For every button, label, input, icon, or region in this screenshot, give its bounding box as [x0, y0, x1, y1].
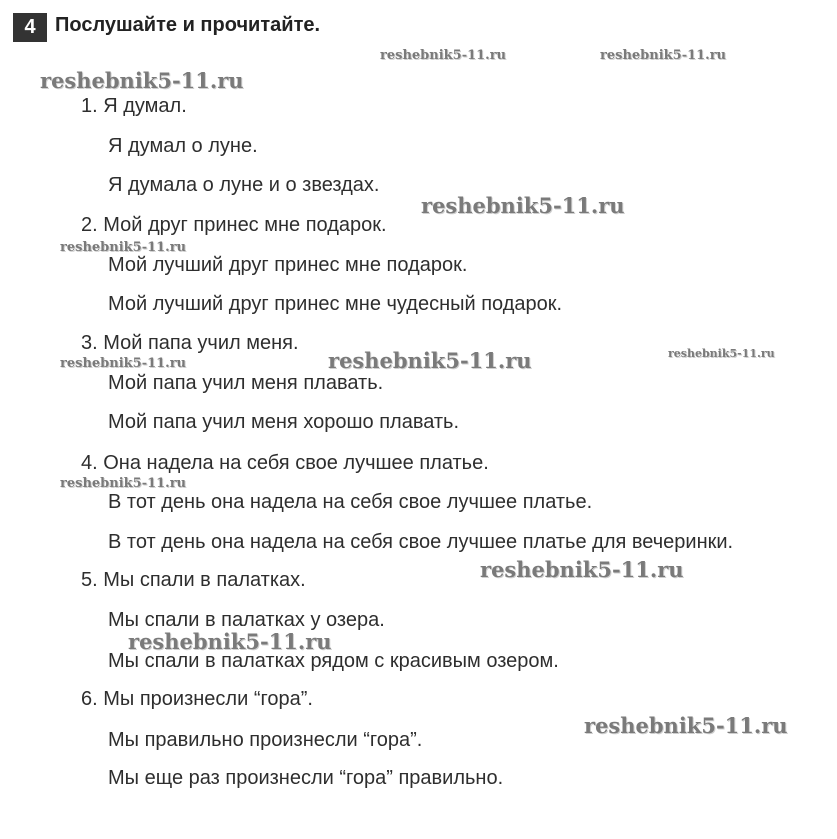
- watermark: reshebnik5-11.ru: [421, 193, 625, 218]
- task-title: Послушайте и прочитайте.: [55, 14, 321, 36]
- task-number-badge: 4: [13, 13, 47, 42]
- item-6-sub-2: Мы еще раз произнесли “гора” правильно.: [108, 767, 504, 789]
- watermark: reshebnik5-11.ru: [380, 48, 507, 63]
- item-5-main: 5. Мы спали в палатках.: [81, 569, 306, 591]
- item-3-main: 3. Мой папа учил меня.: [81, 332, 299, 354]
- item-2-sub-2: Мой лучший друг принес мне чудесный подарок.: [108, 293, 563, 315]
- watermark: reshebnik5-11.ru: [60, 356, 187, 371]
- item-1-sub-1: Я думал о луне.: [108, 135, 258, 157]
- watermark: reshebnik5-11.ru: [328, 348, 532, 373]
- item-3-sub-2: Мой папа учил меня хорошо плавать.: [108, 411, 460, 433]
- item-6-main: 6. Мы произнесли “гора”.: [81, 688, 313, 710]
- item-4-main: 4. Она надела на себя свое лучшее платье.: [81, 452, 489, 474]
- item-5-sub-2: Мы спали в палатках рядом с красивым озером.: [108, 650, 559, 672]
- item-1-main: 1. Я думал.: [81, 95, 187, 117]
- watermark: reshebnik5-11.ru: [480, 557, 684, 582]
- watermark: reshebnik5-11.ru: [128, 629, 332, 654]
- item-1-sub-2: Я думала о луне и о звездах.: [108, 174, 380, 196]
- item-2-main: 2. Мой друг принес мне подарок.: [81, 214, 387, 236]
- watermark: reshebnik5-11.ru: [600, 48, 727, 63]
- watermark: reshebnik5-11.ru: [60, 240, 187, 255]
- item-4-sub-1: В тот день она надела на себя свое лучшее платье.: [108, 491, 593, 513]
- item-4-sub-2: В тот день она надела на себя свое лучшее платье для вечеринки.: [108, 531, 734, 553]
- item-6-sub-1: Мы правильно произнесли “гора”.: [108, 729, 423, 751]
- item-2-sub-1: Мой лучший друг принес мне подарок.: [108, 254, 468, 276]
- watermark: reshebnik5-11.ru: [60, 476, 187, 491]
- item-3-sub-1: Мой папа учил меня плавать.: [108, 372, 384, 394]
- watermark: reshebnik5-11.ru: [584, 713, 788, 738]
- item-5-sub-1: Мы спали в палатках у озера.: [108, 609, 385, 631]
- watermark: reshebnik5-11.ru: [668, 347, 775, 360]
- watermark: reshebnik5-11.ru: [40, 68, 244, 93]
